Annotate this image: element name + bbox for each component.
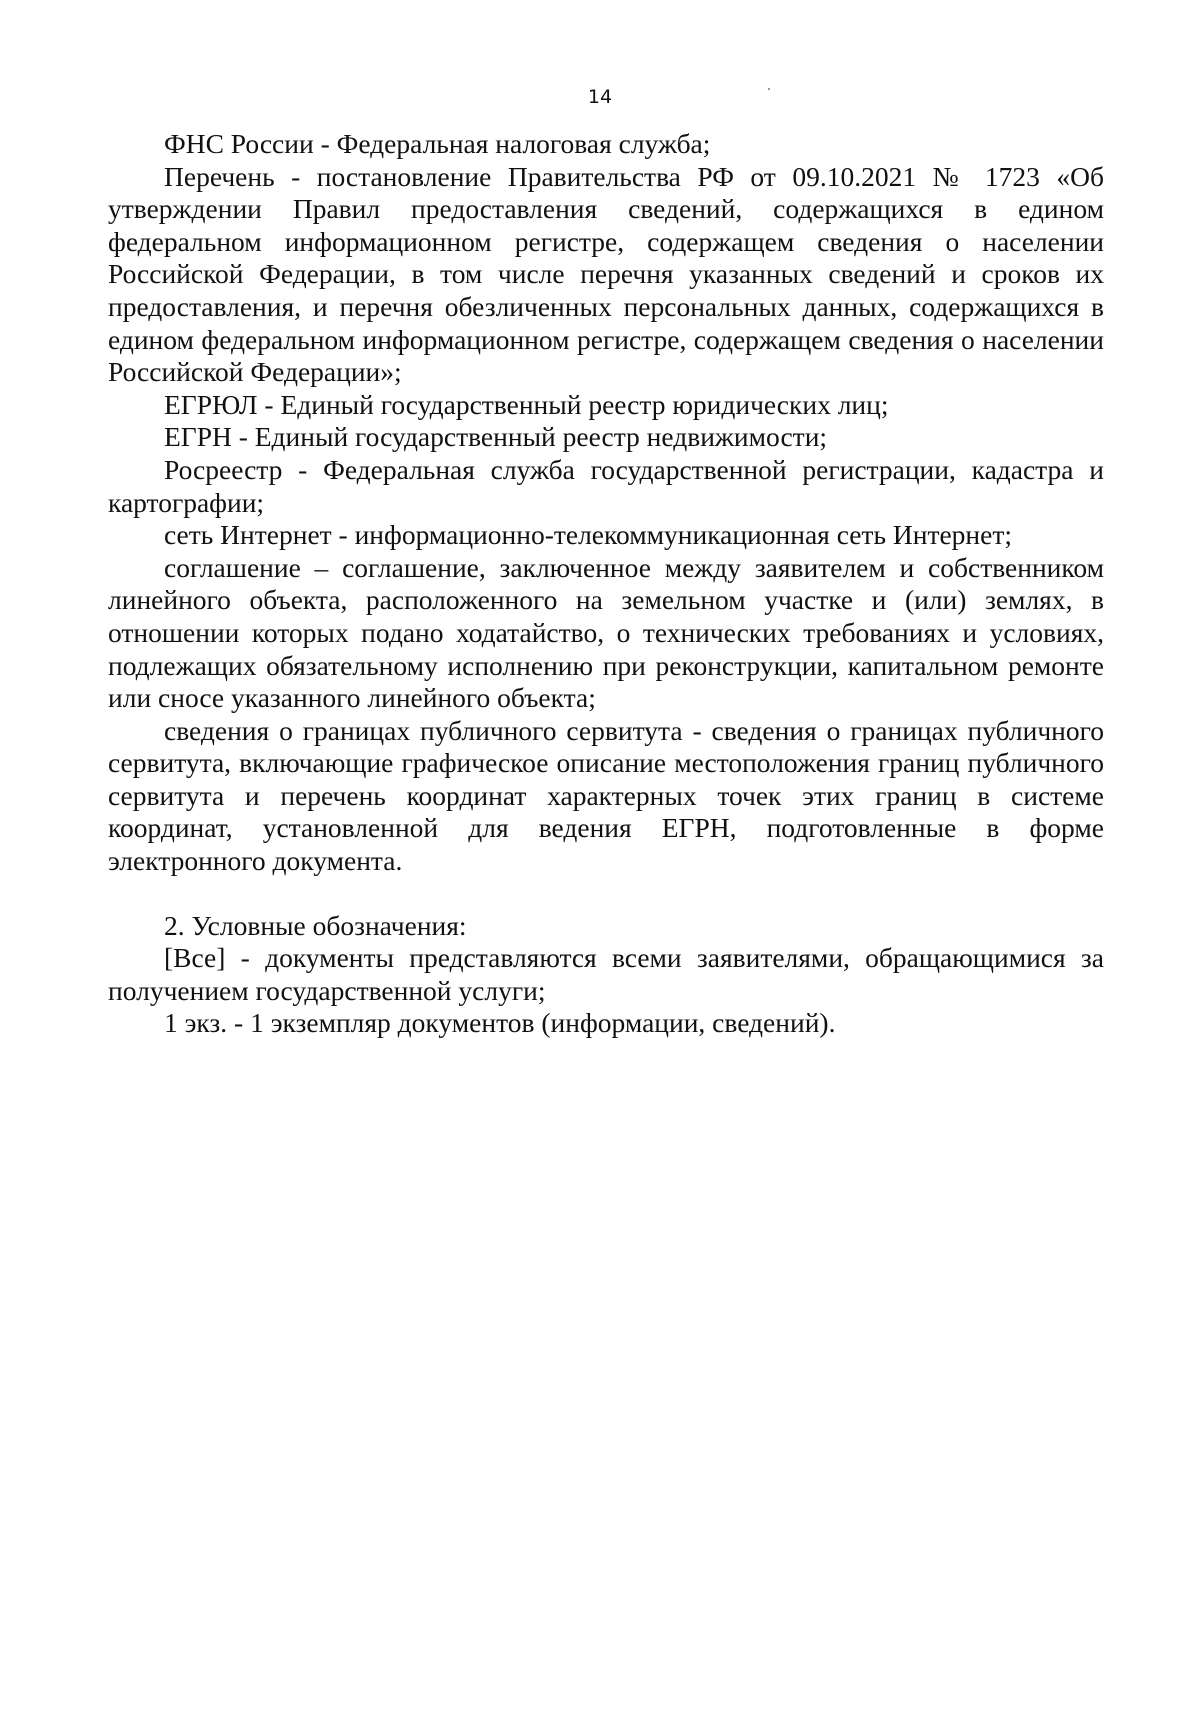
definition-svedeniya-servitut: сведения о границах публичного сервитута - сведения о границах публичного сервитута, включающие графическое описание местоположения границ публичного сервитута и перечень координат характерных точек этих границ в системе координат, установленной для ведения ЕГРН, подготовленные в форме электронного документа. <box>108 714 1104 877</box>
page-number: 14 <box>587 86 613 108</box>
scan-artifact-dot <box>768 88 770 90</box>
document-body <box>108 128 1104 1040</box>
legend-one-copy: 1 экз. - 1 экземпляр документов (информации, сведений). <box>164 1007 836 1039</box>
definition-soglashenie: соглашение – соглашение, заключенное между заявителем и собственником линейного объекта, расположенного на земельном участке и (или) землях, в отношении которых подано ходатайство, о технических требованиях и условиях, подлежащих обязательному исполнению при реконструкции, капитальном ремонте или сносе указанного линейного объекта; <box>108 551 1104 714</box>
definition-perechen: Перечень - постановление Правительства РФ от 09.10.2021 № 1723 «Об утверждении Правил предоставления сведений, содержащихся в едином федеральном информационном регистре, содержащем сведения о населении Российской Федерации, в том числе перечня указанных сведений и сроков их предоставления, и перечня обезличенных персональных данных, содержащихся в едином федеральном информационном регистре, содержащем сведения о населении Российской Федерации»; <box>108 160 1104 388</box>
section-heading-legend: 2. Условные обозначения: <box>164 909 467 941</box>
definition-rosreestr: Росреестр - Федеральная служба государственной регистрации, кадастра и картографии; <box>108 453 1104 518</box>
definition-egrul: ЕГРЮЛ - Единый государственный реестр юридических лиц; <box>164 388 889 420</box>
legend-all-applicants: [Все] - документы представляются всеми заявителями, обращающимися за получением государственной услуги; <box>108 942 1104 1006</box>
definition-fns: ФНС России - Федеральная налоговая служба; <box>164 128 711 159</box>
definition-egrn: ЕГРН - Единый государственный реестр недвижимости; <box>164 421 828 453</box>
definition-internet: сеть Интернет - информационно-телекоммуникационная сеть Интернет; <box>164 519 1013 551</box>
